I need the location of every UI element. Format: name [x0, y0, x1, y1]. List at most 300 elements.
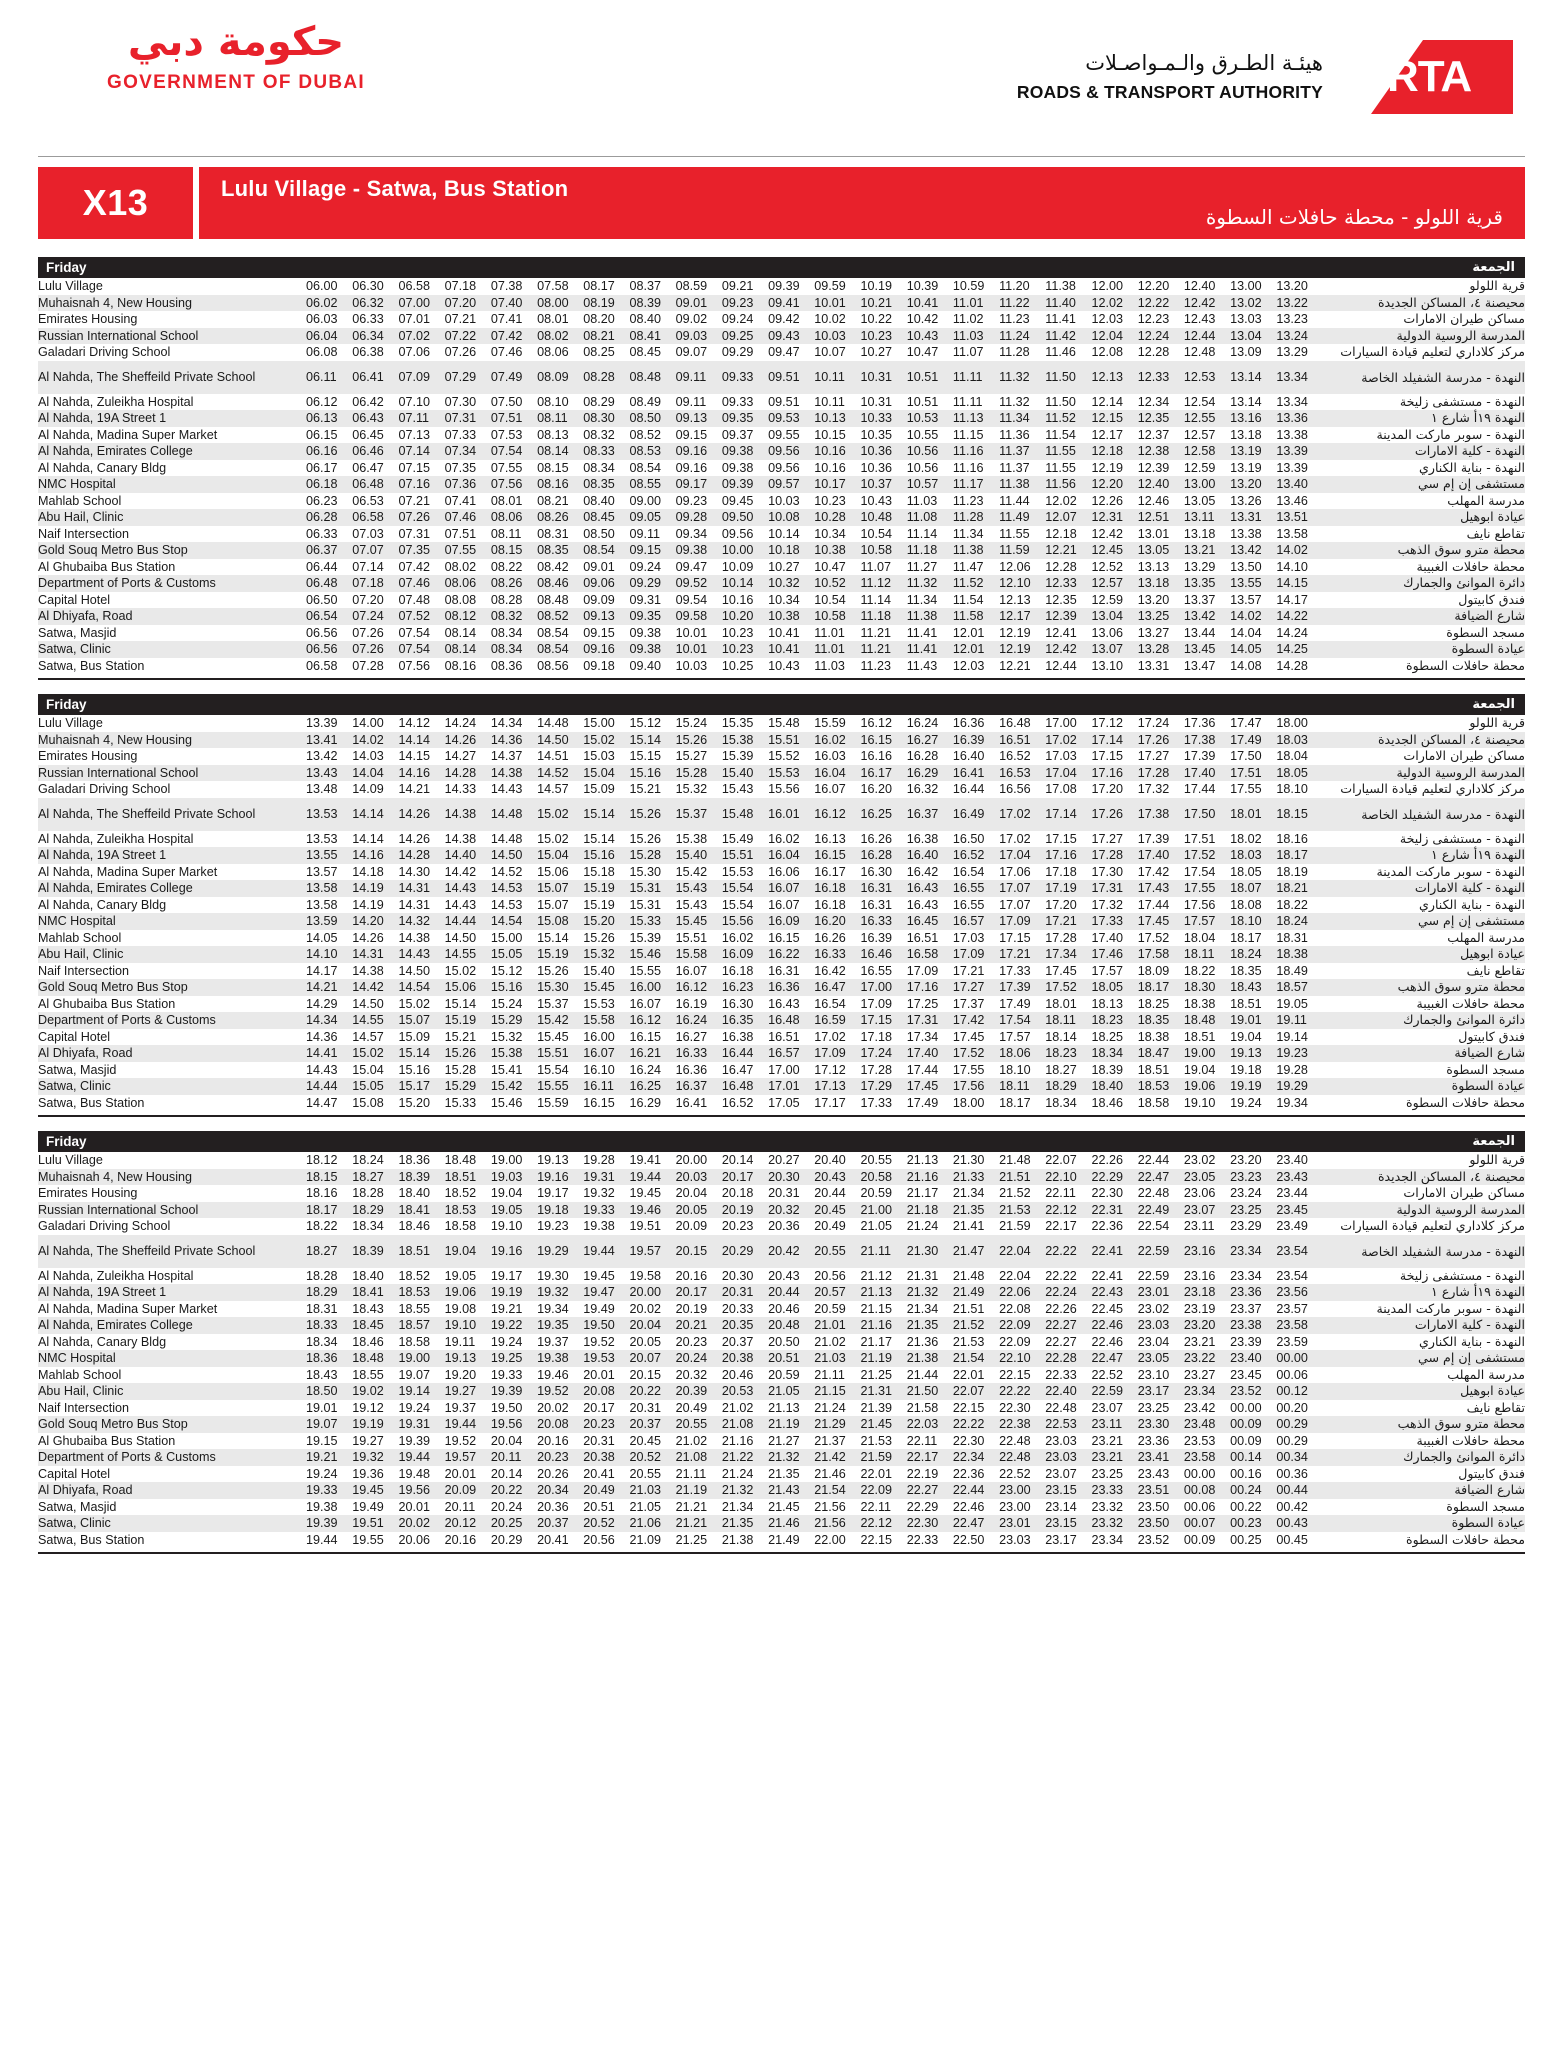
departure-time: 18.53	[398, 1284, 444, 1301]
departure-time: 20.45	[814, 1202, 860, 1219]
departure-time: 20.25	[491, 1515, 537, 1532]
stop-name-english: NMC Hospital	[38, 913, 306, 930]
departure-time: 06.17	[306, 460, 338, 475]
departure-time: 13.58	[306, 897, 338, 912]
departure-time: 18.48	[444, 1153, 477, 1167]
departure-time: 07.26	[352, 641, 398, 658]
departure-time: 14.55	[445, 946, 491, 963]
departure-time: 17.01	[768, 1078, 814, 1095]
stop-name-english: Lulu Village	[38, 716, 103, 730]
departure-time: 20.41	[537, 1532, 569, 1547]
departure-time: 20.44	[814, 1186, 846, 1200]
departure-time: 11.41	[907, 641, 953, 658]
departure-time: 16.43	[907, 880, 953, 897]
departure-time: 22.52	[999, 1466, 1031, 1481]
departure-time: 19.34	[537, 1301, 569, 1316]
stop-name-english: Russian International School	[38, 765, 306, 782]
departure-time: 19.45	[583, 1268, 615, 1283]
departure-time: 15.17	[398, 1078, 444, 1095]
departure-time: 20.21	[676, 1317, 722, 1334]
stop-name-arabic: النهدة - سوبر ماركت المدينة	[1376, 426, 1525, 442]
departure-time: 19.05	[491, 1202, 537, 1219]
departure-time: 19.23	[537, 1219, 569, 1233]
departure-time: 12.59	[1091, 592, 1124, 607]
departure-time: 10.23	[722, 641, 768, 658]
departure-time: 15.32	[675, 782, 708, 796]
departure-time: 13.26	[1230, 493, 1262, 508]
departure-time: 19.46	[537, 1367, 569, 1382]
departure-time: 10.23	[860, 328, 906, 345]
departure-time: 23.05	[1184, 1169, 1230, 1186]
departure-time: 11.02	[952, 312, 984, 326]
departure-time: 09.33	[721, 394, 754, 409]
departure-time: 16.53	[999, 765, 1045, 782]
departure-time: 19.29	[1276, 1078, 1322, 1095]
departure-time: 19.04	[445, 1235, 491, 1268]
departure-time: 15.43	[721, 782, 754, 796]
departure-time: 09.11	[676, 361, 722, 394]
departure-time: 15.40	[722, 765, 768, 782]
stop-name-arabic: شارع الضيافة	[1323, 1482, 1525, 1499]
departure-time: 10.03	[675, 658, 708, 673]
departure-time: 07.18	[444, 279, 477, 293]
departure-time: 18.29	[1045, 1078, 1091, 1095]
departure-time: 14.36	[491, 732, 537, 749]
departure-time: 17.02	[814, 1029, 846, 1044]
table-row	[38, 410, 1525, 427]
departure-time: 11.03	[906, 493, 938, 508]
table-row	[38, 328, 1525, 345]
departure-time: 16.18	[814, 897, 846, 912]
departure-time: 20.19	[675, 1301, 708, 1316]
departure-time: 00.44	[1276, 1482, 1322, 1499]
departure-time: 23.22	[1184, 1350, 1230, 1367]
departure-time: 21.11	[860, 1235, 906, 1268]
departure-time: 15.40	[676, 847, 722, 864]
departure-time: 14.55	[352, 1012, 398, 1029]
departure-time: 16.30	[860, 864, 892, 879]
departure-time: 20.06	[398, 1532, 430, 1547]
stop-name-english: Al Nahda, Madina Super Market	[38, 864, 218, 879]
departure-time: 21.12	[860, 1268, 892, 1283]
departure-time: 10.33	[860, 410, 906, 427]
departure-time: 18.53	[445, 1202, 491, 1219]
departure-time: 14.25	[1276, 641, 1322, 658]
departure-time: 19.45	[629, 1186, 661, 1200]
departure-time: 15.42	[675, 864, 708, 879]
departure-time: 18.48	[1184, 1012, 1230, 1029]
departure-time: 00.12	[1276, 1383, 1322, 1400]
departure-time: 11.54	[1045, 427, 1076, 442]
departure-time: 22.27	[1045, 1334, 1077, 1349]
departure-time: 21.16	[721, 1433, 754, 1448]
departure-time: 15.07	[537, 897, 569, 912]
table-row	[38, 1449, 1525, 1466]
departure-time: 07.42	[491, 328, 537, 345]
departure-time: 22.33	[1045, 1367, 1077, 1382]
departure-time: 22.22	[1045, 1235, 1091, 1268]
departure-time: 23.40	[1276, 1153, 1308, 1167]
departure-time: 16.12	[676, 979, 722, 996]
departure-time: 12.10	[999, 575, 1045, 592]
departure-time: 11.28	[999, 345, 1030, 359]
departure-time: 00.22	[1230, 1499, 1262, 1514]
departure-time: 09.11	[675, 394, 707, 409]
departure-time: 13.43	[306, 765, 352, 782]
departure-time: 20.40	[814, 1153, 846, 1167]
departure-time: 13.07	[1092, 641, 1138, 658]
departure-time: 20.51	[583, 1499, 615, 1514]
gov-logo-english-text: GOVERNMENT OF DUBAI	[107, 72, 365, 93]
departure-time: 20.01	[398, 1499, 430, 1514]
departure-time: 18.43	[306, 1367, 338, 1382]
departure-time: 23.54	[1276, 1235, 1322, 1268]
departure-time: 17.28	[1092, 847, 1138, 864]
authority-name-arabic: هيئـة الطـرق والـمـواصـلات	[1085, 51, 1323, 76]
departure-time: 14.34	[306, 1012, 352, 1029]
departure-time: 18.12	[306, 1153, 338, 1167]
departure-time: 08.59	[675, 279, 708, 293]
departure-time: 16.31	[860, 897, 892, 912]
departure-time: 20.04	[629, 1317, 675, 1334]
departure-time: 11.37	[999, 443, 1045, 460]
table-row	[38, 1433, 1525, 1450]
stop-name-english: Satwa, Masjid	[38, 625, 117, 640]
departure-time: 09.55	[768, 427, 800, 442]
departure-time: 22.36	[1091, 1219, 1124, 1233]
departure-time: 21.01	[814, 1317, 860, 1334]
block-divider	[38, 678, 1525, 680]
departure-time: 08.09	[537, 361, 583, 394]
departure-time: 17.12	[1091, 716, 1124, 730]
departure-time: 08.36	[490, 658, 523, 673]
departure-time: 07.31	[445, 410, 491, 427]
departure-time: 16.49	[953, 798, 999, 831]
departure-time: 15.26	[676, 732, 722, 749]
departure-time: 14.50	[352, 996, 384, 1011]
departure-time: 14.04	[1230, 625, 1262, 640]
departure-time: 11.55	[1045, 460, 1076, 475]
departure-time: 12.19	[999, 625, 1031, 640]
departure-time: 21.13	[768, 1400, 800, 1415]
departure-time: 10.02	[814, 312, 846, 326]
departure-time: 08.45	[629, 345, 661, 359]
departure-time: 08.01	[490, 493, 523, 508]
stop-name-arabic: مستشفى إن إم سي	[1323, 476, 1525, 493]
departure-time: 19.38	[306, 1499, 338, 1514]
departure-time: 14.28	[445, 765, 491, 782]
departure-time: 13.36	[1276, 410, 1322, 427]
day-label-english: Friday	[46, 697, 87, 712]
departure-time: 13.05	[1138, 542, 1184, 559]
table-row	[38, 1350, 1525, 1367]
departure-time: 16.11	[583, 1078, 629, 1095]
departure-time: 14.50	[444, 930, 477, 945]
departure-time: 08.11	[537, 410, 583, 427]
departure-time: 17.16	[907, 979, 953, 996]
departure-time: 22.24	[1045, 1284, 1091, 1301]
departure-time: 20.27	[768, 1153, 800, 1167]
departure-time: 21.50	[907, 1383, 953, 1400]
departure-time: 11.27	[906, 559, 938, 574]
stop-name-arabic: النهدة - مدرسة الشفيلد الخاصة	[1323, 798, 1525, 831]
departure-time: 06.12	[306, 394, 338, 409]
departure-time: 13.57	[306, 864, 338, 879]
departure-time: 23.25	[1091, 1466, 1124, 1481]
departure-time: 10.13	[814, 410, 860, 427]
departure-time: 17.52	[1045, 979, 1091, 996]
departure-time: 21.30	[907, 1235, 953, 1268]
departure-time: 09.16	[583, 641, 629, 658]
departure-time: 20.12	[445, 1515, 491, 1532]
departure-time: 20.46	[721, 1367, 754, 1382]
page-header	[38, 0, 1525, 150]
departure-time: 16.07	[675, 963, 708, 978]
departure-time: 11.40	[1045, 295, 1091, 312]
departure-time: 16.31	[768, 963, 800, 978]
departure-time: 17.50	[1230, 749, 1262, 763]
departure-time: 18.29	[352, 1202, 398, 1219]
stop-name-arabic: دائرة الموانئ والجمارك	[1323, 1449, 1525, 1466]
departure-time: 07.29	[445, 361, 491, 394]
stop-name-english: Al Nahda, 19A Street 1	[38, 410, 306, 427]
departure-time: 14.22	[1276, 608, 1322, 625]
departure-time: 06.16	[306, 443, 352, 460]
table-row	[38, 781, 1525, 798]
departure-time: 20.29	[490, 1532, 523, 1547]
departure-time: 07.41	[444, 493, 477, 508]
departure-time: 16.07	[768, 880, 814, 897]
departure-time: 18.43	[352, 1301, 384, 1316]
departure-time: 23.04	[1137, 1334, 1170, 1349]
departure-time: 16.36	[952, 716, 985, 730]
departure-time: 23.48	[1184, 1416, 1230, 1433]
departure-time: 18.39	[1091, 1062, 1124, 1077]
departure-time: 06.38	[352, 345, 384, 359]
departure-time: 15.28	[676, 765, 722, 782]
table-row	[38, 897, 1525, 914]
table-row	[38, 1466, 1525, 1483]
departure-time: 08.45	[583, 509, 629, 526]
departure-time: 18.57	[398, 1317, 444, 1334]
departure-time: 15.19	[537, 946, 583, 963]
departure-time: 06.33	[306, 526, 338, 541]
route-name-english: Lulu Village - Satwa, Bus Station	[221, 176, 569, 202]
departure-time: 20.36	[537, 1499, 569, 1514]
departure-time: 17.13	[814, 1078, 860, 1095]
departure-time: 07.51	[491, 410, 537, 427]
departure-time: 00.07	[1184, 1515, 1230, 1532]
departure-time: 22.01	[952, 1367, 985, 1382]
departure-time: 15.48	[722, 798, 768, 831]
departure-time: 13.09	[1230, 345, 1262, 359]
departure-time: 16.15	[860, 732, 906, 749]
timetable-container	[38, 257, 1525, 1554]
departure-time: 14.00	[352, 716, 384, 730]
departure-time: 08.29	[583, 394, 615, 409]
table-row	[38, 476, 1525, 493]
departure-time: 17.50	[1184, 798, 1230, 831]
stop-name-arabic: دائرة الموانئ والجمارك	[1323, 1012, 1525, 1029]
departure-time: 15.16	[583, 847, 629, 864]
departure-time: 07.52	[398, 608, 444, 625]
departure-time: 18.14	[1045, 1029, 1077, 1044]
departure-time: 18.51	[445, 1169, 491, 1186]
departure-time: 16.04	[768, 847, 814, 864]
departure-time: 21.45	[860, 1416, 906, 1433]
departure-time: 18.17	[999, 1095, 1031, 1110]
stop-name-english: Emirates Housing	[38, 312, 138, 326]
departure-time: 20.56	[583, 1532, 615, 1547]
departure-time: 23.20	[1184, 1317, 1230, 1334]
departure-time: 10.41	[768, 641, 814, 658]
departure-time: 07.03	[352, 526, 384, 541]
departure-time: 22.29	[1092, 1169, 1138, 1186]
timetable	[38, 278, 1525, 674]
table-row	[38, 1169, 1525, 1186]
departure-time: 18.23	[1045, 1045, 1091, 1062]
departure-time: 09.38	[676, 542, 722, 559]
departure-time: 21.24	[906, 1219, 939, 1233]
departure-time: 20.50	[768, 1334, 800, 1349]
stop-name-english: NMC Hospital	[38, 1350, 306, 1367]
stop-name-english: Department of Ports & Customs	[38, 1449, 306, 1466]
departure-time: 20.59	[814, 1301, 846, 1316]
departure-time: 20.16	[537, 1433, 569, 1448]
departure-time: 14.12	[398, 716, 430, 730]
departure-time: 18.10	[1276, 782, 1308, 796]
departure-time: 11.54	[952, 592, 984, 607]
stop-name-arabic: النهدة - كلية الامارات	[1323, 443, 1525, 460]
departure-time: 23.18	[1184, 1284, 1230, 1301]
departure-time: 18.35	[1138, 1012, 1184, 1029]
departure-time: 16.52	[999, 749, 1031, 763]
departure-time: 21.11	[814, 1367, 845, 1382]
departure-time: 22.47	[1138, 1169, 1184, 1186]
departure-time: 10.42	[906, 312, 939, 326]
departure-time: 11.24	[999, 328, 1045, 345]
departure-time: 19.49	[352, 1499, 384, 1514]
departure-time: 14.43	[306, 1062, 338, 1077]
departure-time: 15.21	[444, 1029, 477, 1044]
route-name-panel	[199, 167, 1525, 239]
table-row	[38, 1012, 1525, 1029]
departure-time: 13.31	[1137, 658, 1170, 673]
departure-time: 17.17	[814, 1095, 846, 1110]
departure-time: 22.48	[1137, 1186, 1170, 1200]
stop-name-arabic: فندق كابيتول	[1458, 1028, 1525, 1044]
rta-logo	[1017, 22, 1515, 116]
departure-time: 15.09	[398, 1029, 430, 1044]
departure-time: 00.24	[1230, 1482, 1276, 1499]
departure-time: 00.16	[1230, 1466, 1262, 1481]
stop-name-english: Satwa, Bus Station	[38, 1532, 145, 1547]
departure-time: 17.39	[999, 979, 1045, 996]
departure-time: 06.02	[306, 295, 352, 312]
departure-time: 07.10	[398, 394, 430, 409]
departure-time: 20.26	[537, 1466, 569, 1481]
departure-time: 15.26	[583, 930, 615, 945]
departure-time: 12.01	[953, 641, 999, 658]
departure-time: 14.34	[490, 716, 523, 730]
departure-time: 19.44	[583, 1235, 629, 1268]
departure-time: 22.30	[1091, 1186, 1124, 1200]
departure-time: 09.57	[768, 476, 814, 493]
departure-time: 20.55	[814, 1235, 860, 1268]
departure-time: 00.23	[1230, 1515, 1276, 1532]
departure-time: 14.14	[398, 732, 444, 749]
departure-time: 21.30	[952, 1153, 985, 1167]
departure-time: 16.10	[583, 1062, 615, 1077]
departure-time: 14.53	[491, 880, 537, 897]
departure-time: 16.18	[721, 963, 754, 978]
departure-time: 17.45	[907, 1078, 953, 1095]
departure-time: 17.20	[1045, 897, 1077, 912]
departure-time: 23.38	[1230, 1317, 1276, 1334]
departure-time: 10.09	[721, 559, 754, 574]
departure-time: 10.56	[907, 443, 953, 460]
departure-time: 18.01	[1230, 798, 1276, 831]
departure-time: 17.57	[1091, 963, 1124, 978]
stop-name-arabic: مركز كلاداري لتعليم قيادة السيارات	[1340, 1218, 1525, 1233]
departure-time: 11.38	[999, 476, 1045, 493]
departure-time: 21.41	[952, 1219, 985, 1233]
departure-time: 21.54	[953, 1350, 999, 1367]
table-row	[38, 765, 1525, 782]
departure-time: 12.00	[1091, 279, 1124, 293]
departure-time: 18.22	[1183, 963, 1216, 978]
departure-time: 18.22	[1276, 897, 1308, 912]
block-divider	[38, 1552, 1525, 1554]
departure-time: 10.31	[860, 361, 906, 394]
departure-time: 15.32	[583, 946, 629, 963]
departure-time: 15.38	[675, 831, 708, 846]
departure-time: 20.37	[629, 1416, 675, 1433]
departure-time: 08.14	[445, 641, 491, 658]
table-row	[38, 715, 1525, 732]
departure-time: 18.45	[352, 1317, 398, 1334]
departure-time: 13.16	[1230, 410, 1276, 427]
departure-time: 18.03	[1276, 732, 1322, 749]
departure-time: 13.02	[1230, 295, 1276, 312]
table-row	[38, 427, 1525, 444]
departure-time: 22.53	[1045, 1416, 1091, 1433]
departure-time: 08.49	[629, 394, 661, 409]
departure-time: 09.17	[676, 476, 722, 493]
departure-time: 21.16	[860, 1317, 906, 1334]
departure-time: 23.59	[1276, 1334, 1308, 1349]
departure-time: 15.51	[537, 1045, 583, 1062]
departure-time: 20.45	[629, 1433, 661, 1448]
departure-time: 18.35	[1230, 963, 1262, 978]
stop-name-english: Russian International School	[38, 328, 306, 345]
departure-time: 21.25	[860, 1367, 892, 1382]
departure-time: 18.17	[1138, 979, 1184, 996]
departure-time: 15.03	[583, 749, 615, 763]
departure-time: 23.15	[1045, 1482, 1091, 1499]
departure-time: 08.11	[490, 526, 522, 541]
stop-name-arabic: شارع الضيافة	[1323, 608, 1525, 625]
departure-time: 11.03	[953, 328, 999, 345]
departure-time: 23.07	[1045, 1466, 1077, 1481]
departure-time: 11.52	[953, 575, 999, 592]
stop-name-english: Al Nahda, Madina Super Market	[38, 1301, 218, 1316]
departure-time: 16.52	[721, 1095, 754, 1110]
departure-time: 12.52	[1091, 559, 1124, 574]
departure-time: 21.31	[860, 1383, 906, 1400]
departure-time: 12.37	[1137, 427, 1170, 442]
departure-time: 19.07	[398, 1367, 430, 1382]
